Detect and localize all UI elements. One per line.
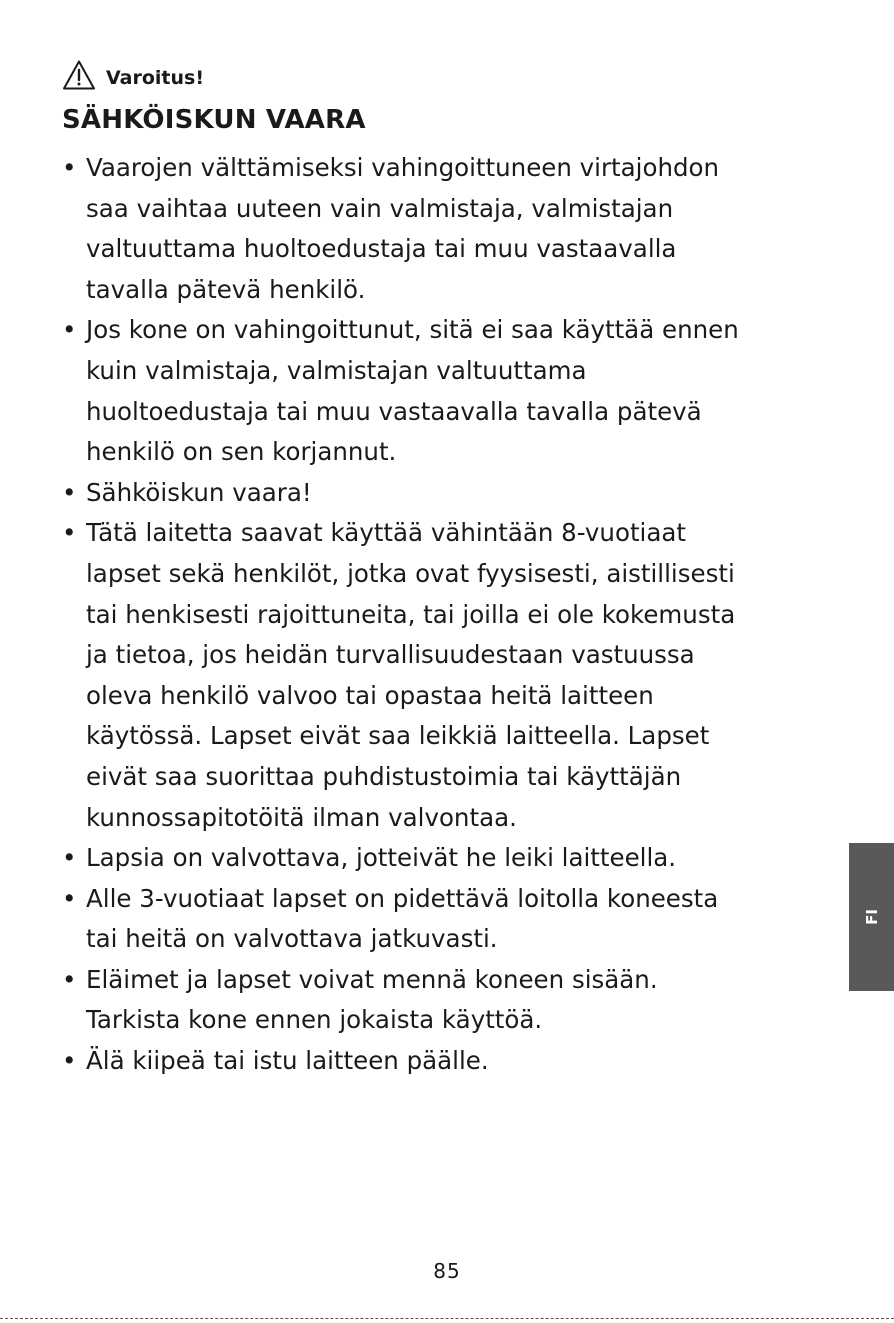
safety-bullet-list xyxy=(62,148,834,1082)
page-number: 85 xyxy=(433,1259,461,1283)
bullet-dot: • xyxy=(62,518,77,548)
bullet-text-line: valtuuttama huoltoedustaja tai muu vastaavalla xyxy=(86,234,677,264)
bullet-item xyxy=(62,473,834,514)
bullet-text-line: oleva henkilö valvoo tai opastaa heitä laitteen xyxy=(86,680,654,710)
bullet-text-line: tai henkisesti rajoittuneita, tai joilla ei ole kokemusta xyxy=(86,599,736,629)
bullet-text-line: Vaarojen välttämiseksi vahingoittuneen virtajohdon xyxy=(86,153,720,182)
bullet-text-line: tai heitä on valvottava jatkuvasti. xyxy=(86,924,498,954)
bullet-text-line: Tätä laitetta saavat käyttää vähintään 8-vuotiaat xyxy=(86,518,686,548)
bullet-dot: • xyxy=(62,964,77,994)
bullet-dot: • xyxy=(62,1046,77,1076)
section-title: SÄHKÖISKUN VAARA xyxy=(62,105,366,135)
bullet-text-line: tavalla pätevä henkilö. xyxy=(86,274,366,304)
bullet-text-line: lapset sekä henkilöt, jotka ovat fyysisesti, aistillisesti xyxy=(86,558,735,588)
bullet-text-line: kunnossapitotöitä ilman valvontaa. xyxy=(86,802,517,832)
bullet-text-line: ja tietoa, jos heidän turvallisuudestaan vastuussa xyxy=(86,640,695,670)
bullet-dot: • xyxy=(62,883,77,913)
language-tab-label: FI xyxy=(862,909,881,925)
bullet-item xyxy=(62,513,834,838)
bullet-item xyxy=(62,310,834,472)
bullet-text-line: Sähköiskun vaara! xyxy=(86,477,312,507)
bullet-text-line: Alle 3-vuotiaat lapset on pidettävä loitolla koneesta xyxy=(86,883,719,913)
bullet-dot: • xyxy=(62,477,77,507)
bullet-item xyxy=(62,838,834,879)
bullet-text-line: Älä kiipeä tai istu laitteen päälle. xyxy=(86,1046,489,1076)
bottom-divider xyxy=(0,1318,894,1319)
language-tab xyxy=(849,843,894,991)
bullet-text-line: saa vaihtaa uuteen vain valmistaja, valmistajan xyxy=(86,193,674,223)
warning-header xyxy=(62,58,204,92)
bullet-text-line: Jos kone on vahingoittunut, sitä ei saa käyttää ennen xyxy=(86,315,739,345)
bullet-text-line: kuin valmistaja, valmistajan valtuuttama xyxy=(86,355,587,385)
bullet-text-line: henkilö on sen korjannut. xyxy=(86,437,397,467)
bullet-text-line: käytössä. Lapset eivät saa leikkiä laitteella. Lapset xyxy=(86,721,710,751)
bullet-text-line: eivät saa suorittaa puhdistustoimia tai käyttäjän xyxy=(86,761,682,791)
bullet-dot: • xyxy=(62,153,77,182)
bullet-dot: • xyxy=(62,315,77,345)
warning-label: Varoitus! xyxy=(106,66,205,89)
bullet-text-line: huoltoedustaja tai muu vastaavalla tavalla pätevä xyxy=(86,396,702,426)
bullet-item xyxy=(62,1041,834,1082)
bullet-item xyxy=(62,879,834,960)
bullet-item xyxy=(62,960,834,1041)
warning-triangle-icon xyxy=(62,59,96,91)
bullet-item xyxy=(62,148,834,310)
bullet-text-line: Eläimet ja lapset voivat mennä koneen sisään. xyxy=(86,964,658,994)
bullet-text-line: Lapsia on valvottava, jotteivät he leiki laitteella. xyxy=(86,843,677,873)
bullet-text-line: Tarkista kone ennen jokaista käyttöä. xyxy=(86,1005,543,1035)
bullet-dot: • xyxy=(62,843,77,873)
